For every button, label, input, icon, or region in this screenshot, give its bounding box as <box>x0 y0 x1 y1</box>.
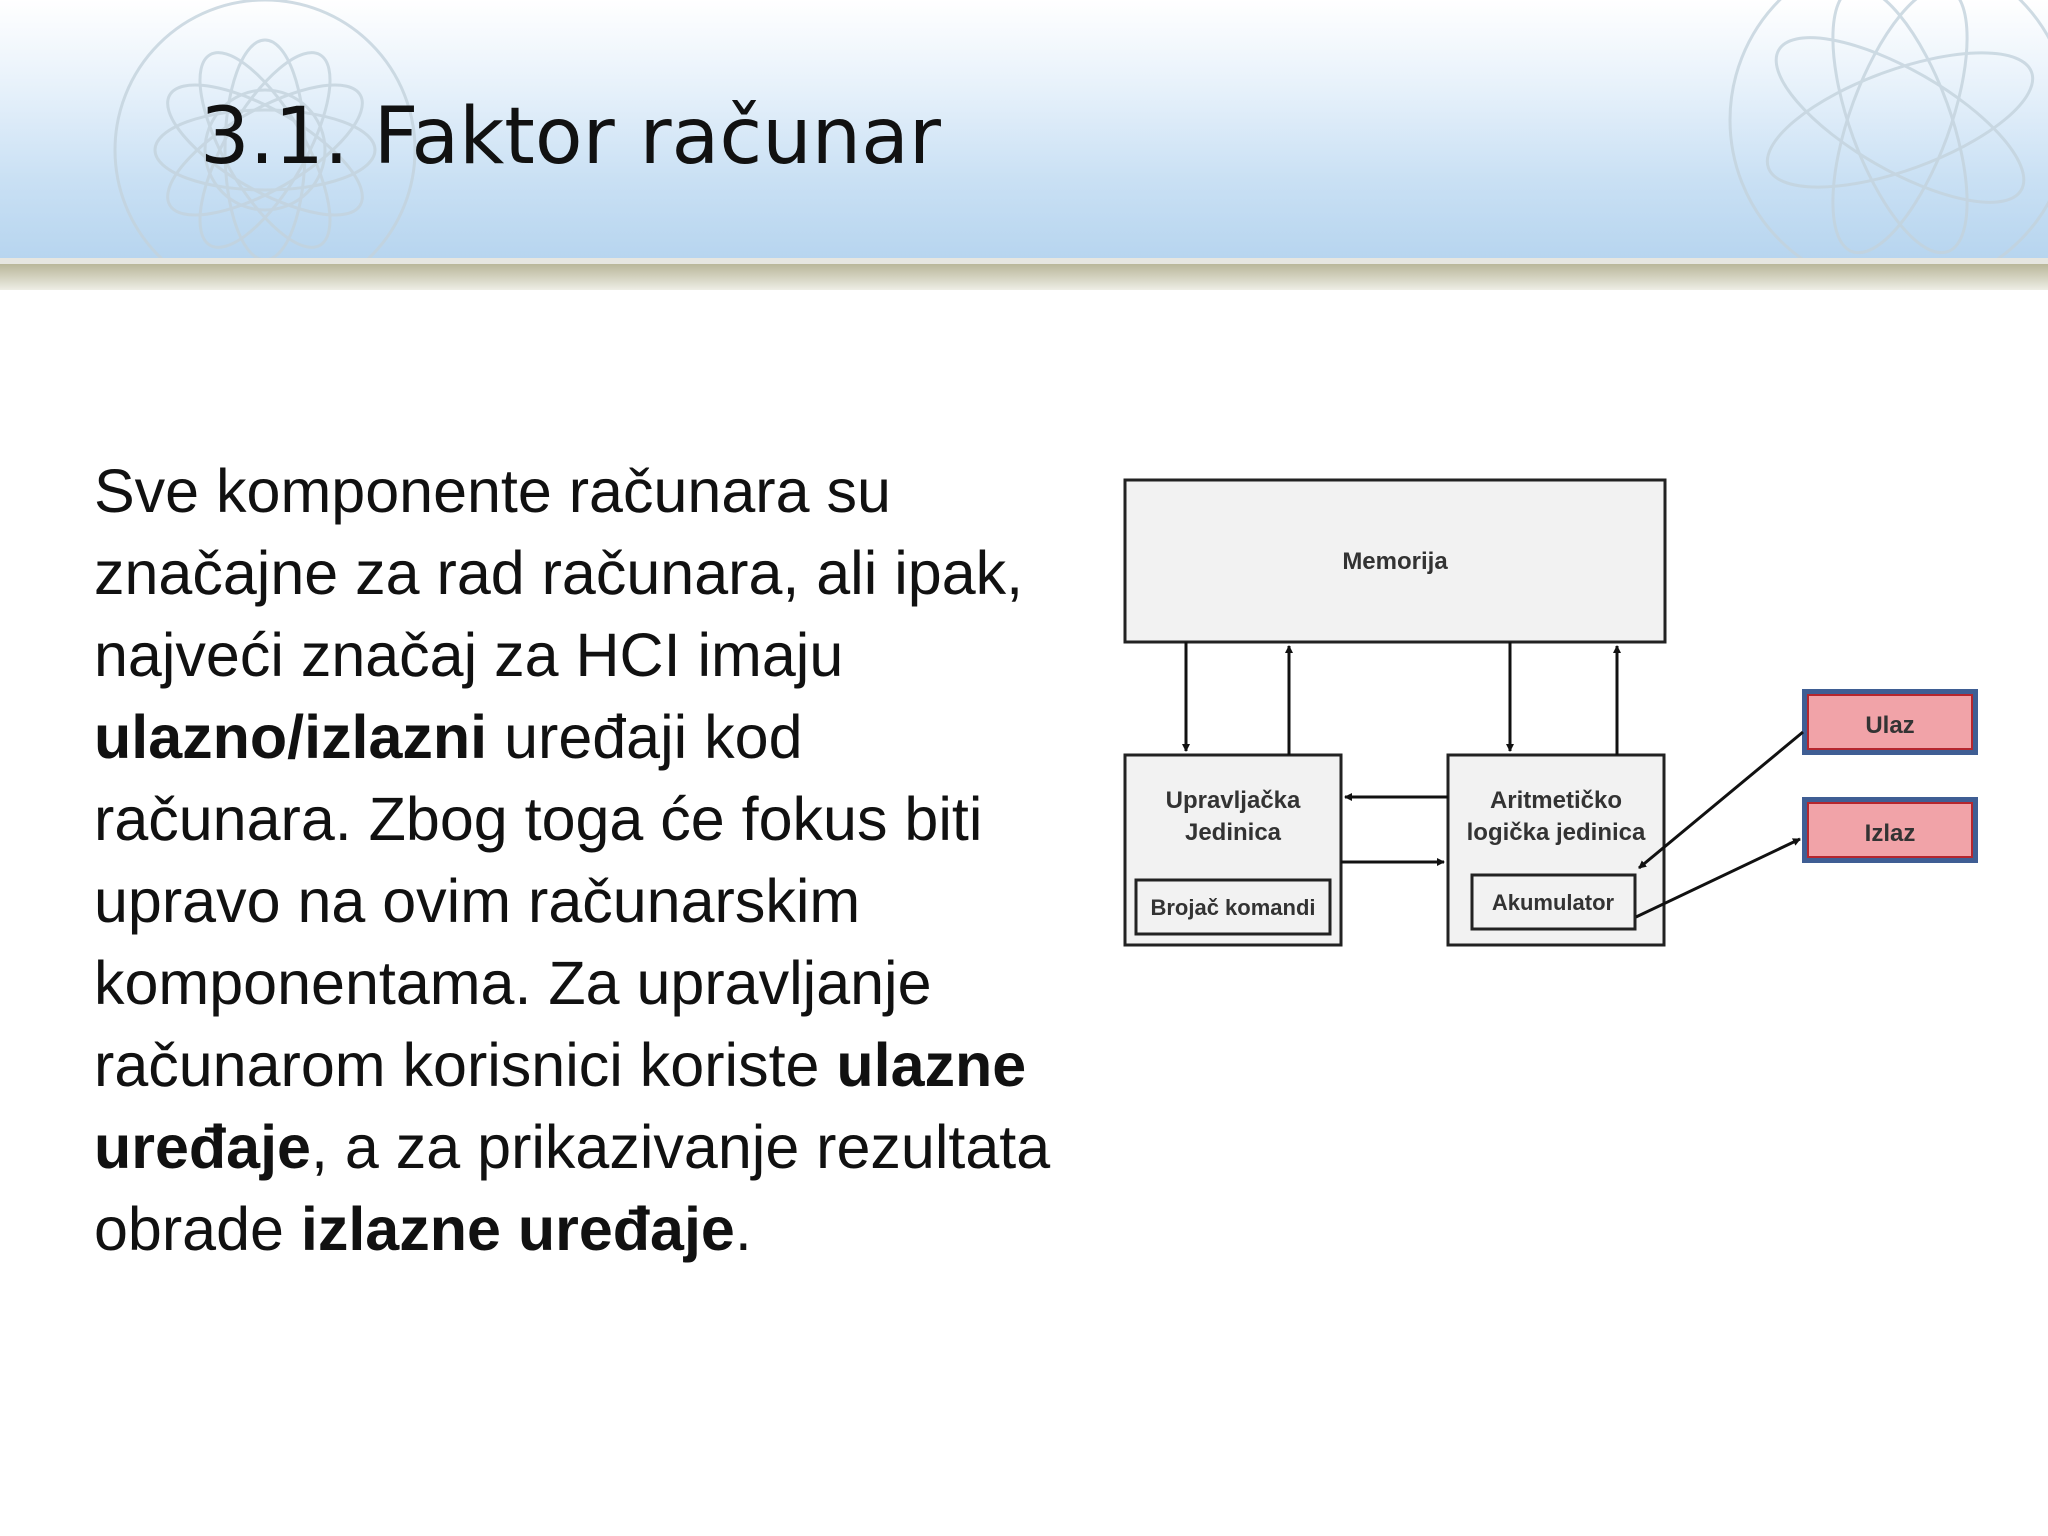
text-run-bold: ulazne uređaje <box>94 1031 1027 1181</box>
control-unit-label-line1: Upravljačka <box>1165 787 1301 814</box>
alu-label-line2: logička jedinica <box>1466 819 1646 846</box>
header-divider-olive <box>0 264 2048 290</box>
text-run: , a za prikazivanje rezultata obrade <box>94 1113 1051 1263</box>
alu-label-line1: Aritmetičko <box>1489 787 1623 814</box>
slide-header <box>0 0 2048 258</box>
output-label: Izlaz <box>1864 820 1916 847</box>
text-run-bold: izlazne uređaje <box>300 1195 735 1263</box>
program-counter-label: Brojač komandi <box>1150 895 1316 920</box>
body-paragraph <box>94 450 1054 1270</box>
text-run: uređaji kod računara. Zbog toga će fokus biti upravo na ovim računarskim komponentama. Za upravljanje računarom korisnici koriste <box>94 703 983 1099</box>
computer-architecture-diagram <box>1120 470 2000 990</box>
control-unit-label-line2: Jedinica <box>1184 819 1282 846</box>
memory-label: Memorija <box>1342 548 1448 575</box>
input-label: Ulaz <box>1865 712 1915 739</box>
text-run: . <box>734 1195 752 1263</box>
text-run: Sve komponente računara su značajne za rad računara, ali ipak, najveći značaj za HCI imaju <box>94 457 1024 689</box>
accumulator-label: Akumulator <box>1491 890 1615 915</box>
slide-title: 3.1. Faktor računar <box>200 92 941 182</box>
text-run-bold: ulazno/izlazni <box>94 703 488 771</box>
